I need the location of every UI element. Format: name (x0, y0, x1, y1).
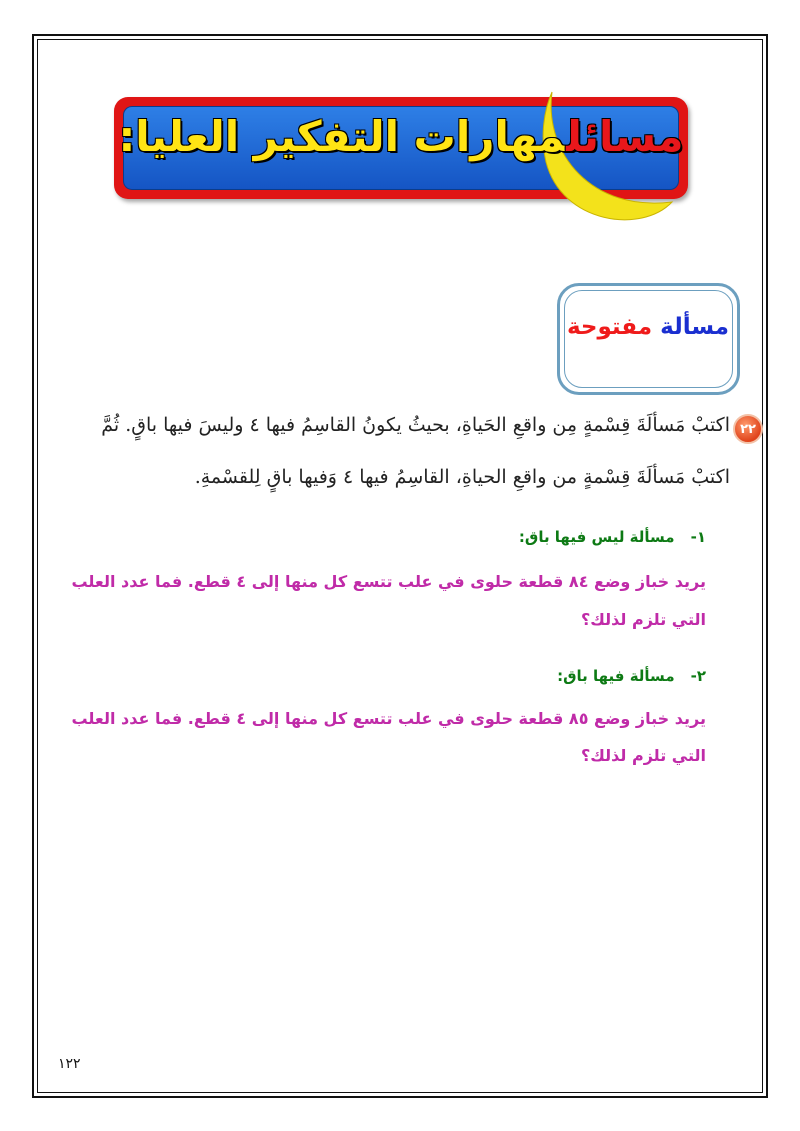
page-number: ١٢٢ (58, 1056, 81, 1072)
answer-2-line-1: يريد خباز وضع ٨٥ قطعة حلوى في علب تتسع كل منها إلى ٤ قطع. فما عدد العلب (71, 709, 706, 728)
answer-1-title: مسألة ليس فيها باق: (518, 528, 675, 546)
title-text-layer (114, 97, 688, 199)
question-line-1: اكتبْ مَسألَةَ قِسْمةٍ مِن واقعِ الحَياةِ، بحيثُ يكونُ القاسِمُ فيها ٤ وليسَ فيها باقٍ. ثُمَّ (101, 414, 730, 436)
answer-2-line-2: التي تلزم لذلك؟ (580, 746, 706, 765)
answer-2-number: ٢- (690, 667, 706, 685)
answer-2-heading (557, 667, 706, 685)
title-higher-thinking-skills: مهارات التفكير العليا: (118, 112, 567, 161)
question-number-badge: ٢٢ (733, 414, 763, 444)
section-heading (567, 314, 729, 340)
answer-1-line-1: يريد خباز وضع ٨٤ قطعة حلوى في علب تتسع كل منها إلى ٤ قطع. فما عدد العلب (71, 572, 706, 591)
open-problem-box (557, 283, 740, 395)
section-heading-open: مفتوحة (566, 314, 653, 340)
answer-1-number: ١- (690, 528, 706, 546)
section-heading-problem: مسألة (660, 314, 729, 340)
question-line-2: اكتبْ مَسألَةَ قِسْمةٍ من واقعِ الحياةِ، القاسِمُ فيها ٤ وَفيها باقٍ لِلقسْمةِ. (194, 466, 730, 488)
answer-1-line-2: التي تلزم لذلك؟ (580, 610, 706, 629)
title-word-problems: مسائل (566, 112, 684, 161)
page-title (114, 111, 688, 163)
answer-1-heading (519, 528, 706, 546)
answer-2-title: مسألة فيها باق: (557, 667, 675, 685)
